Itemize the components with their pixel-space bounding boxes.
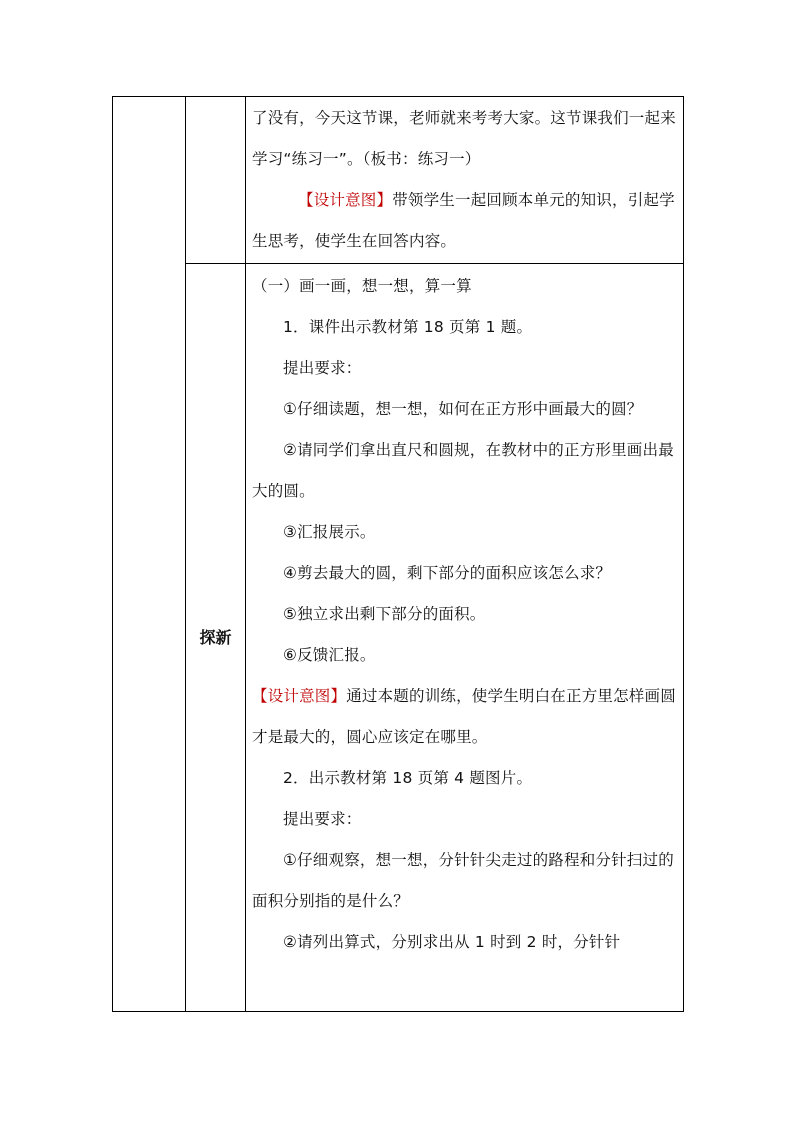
paragraph: 了没有，今天这节课，老师就来考考大家。这节课我们一起来学习“练习一”。（板书：练习一） (252, 109, 676, 168)
step: ②请列出算式，分别求出从 1 时到 2 时，分针针 (283, 933, 621, 951)
step: ④剪去最大的圆，剩下部分的面积应该怎么求？ (283, 564, 612, 582)
design-intent-paragraph (252, 180, 678, 262)
step: ②请同学们拿出直尺和圆规，在教材中的正方形里画出最大的圆。 (252, 441, 674, 500)
stage-label: 探新 (199, 628, 232, 647)
design-intent-text: 通过本题的训练，使学生明白在正方里怎样画圆才是最大的，圆心应该定在哪里。 (252, 687, 676, 746)
item-title: 2．出示教材第 18 页第 4 题图片。 (283, 769, 533, 787)
step: ①仔细读题，想一想，如何在正方形中画最大的圆？ (283, 400, 643, 418)
design-intent-tag: 【设计意图】 (252, 687, 347, 705)
step: ⑥反馈汇报。 (283, 646, 376, 664)
table-column-divider (245, 96, 246, 1012)
step: ①仔细观察，想一想，分针针尖走过的路程和分针扫过的面积分别指的是什么？ (252, 851, 674, 910)
item-title: 1．课件出示教材第 18 页第 1 题。 (283, 318, 533, 336)
design-intent-tag: 【设计意图】 (298, 191, 393, 209)
main-section-text (252, 266, 678, 963)
section-heading: （一）画一画，想一想，算一算 (252, 277, 472, 295)
step: ⑤独立求出剩下部分的面积。 (283, 605, 486, 623)
top-section-text (252, 98, 678, 262)
design-intent-text: 带领学生一起回顾本单元的知识，引起学生思考，使学生在回答内容。 (252, 191, 675, 250)
table-column-divider (185, 96, 186, 1012)
table-row-divider (185, 263, 684, 264)
step: ③汇报展示。 (283, 523, 376, 541)
requirement-label: 提出要求： (283, 359, 362, 377)
design-intent-paragraph (252, 676, 678, 758)
requirement-label: 提出要求： (283, 810, 362, 828)
